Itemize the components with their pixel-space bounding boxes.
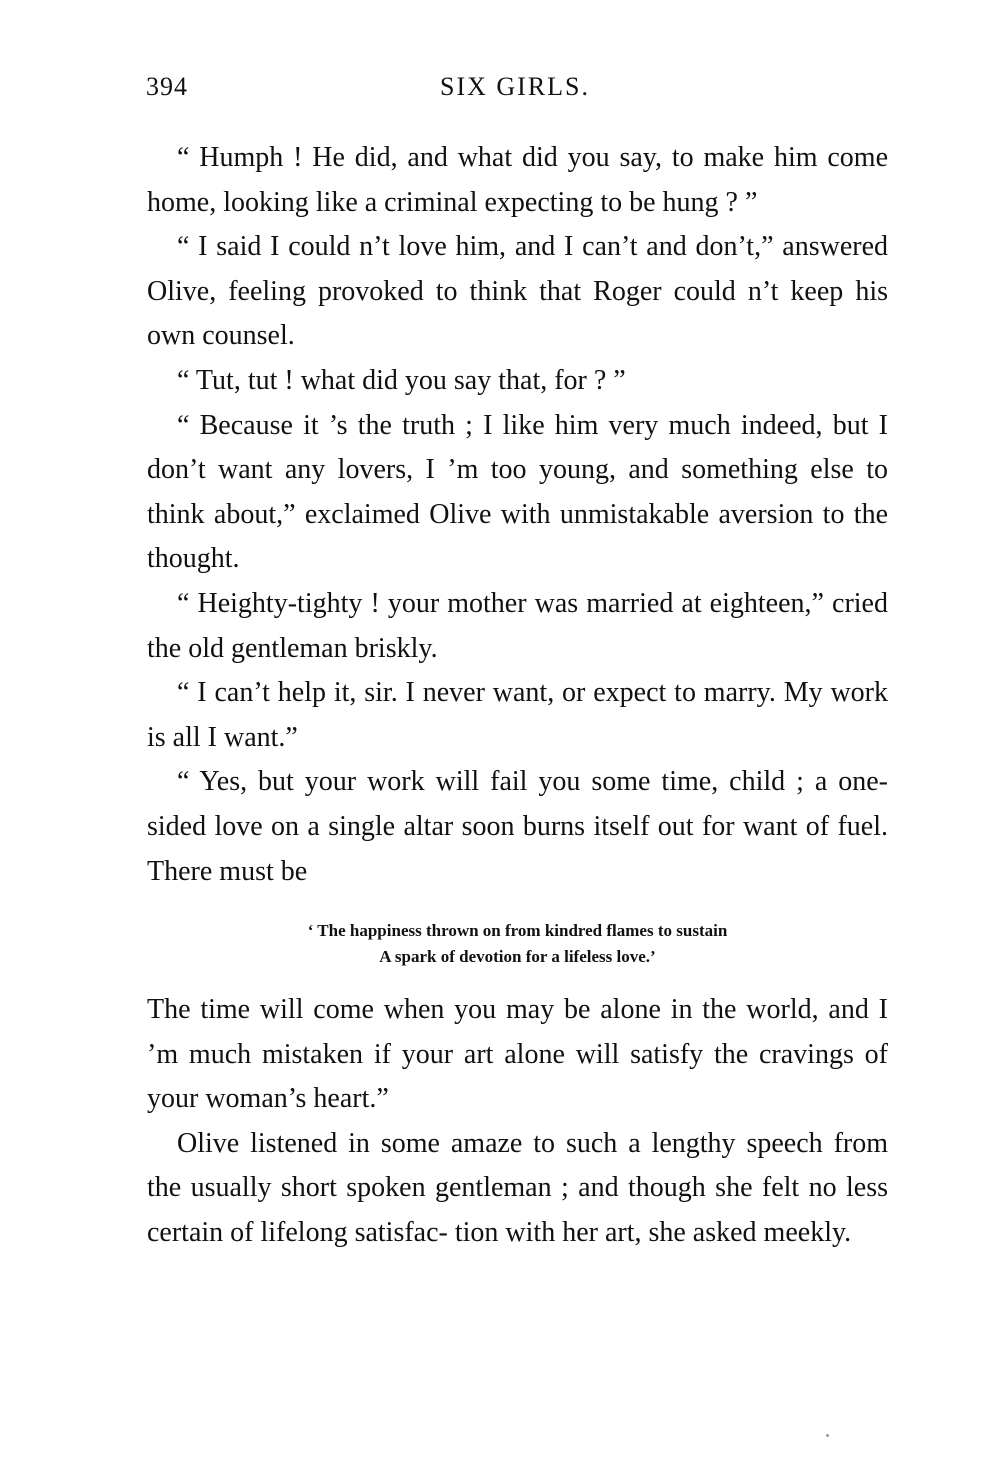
paragraph-tut-tut: “ Tut, tut ! what did you say that, for ? ”: [177, 364, 626, 396]
paragraph-because: “ Because it ’s the truth ; I like him very much indeed, but I don’t want any lovers, I ’m too young, and something else to think about,” exclaimed Olive with unmistakable aversion to the thought.: [147, 409, 888, 575]
body-text: [147, 136, 888, 1256]
paragraph-the-time: The time will come when you may be alone in the world, and I ’m much mistaken if your art alone will satisfy the cravings of your woman’s heart.”: [147, 994, 888, 1115]
verse-line-1: ‘ The happiness thrown on from kindred flames to sustain: [307, 921, 728, 941]
verse-quotation: [147, 918, 888, 970]
paragraph-yes-but: “ Yes, but your work will fail you some time, child ; a one-sided love on a single altar soon burns itself out for want of fuel. There must be: [147, 766, 888, 887]
page-number: 394: [146, 72, 188, 101]
paragraph-i-said: “ I said I could n’t love him, and I can’t and don’t,” answered Olive, feeling provoked to think that Roger could n’t keep his own counsel.: [147, 231, 888, 352]
paragraph-heighty-tighty: “ Heighty-tighty ! your mother was married at eighteen,” cried the old gentleman briskly.: [147, 587, 888, 664]
paragraph-humph: “ Humph ! He did, and what did you say, to make him come home, looking like a criminal expecting to be hung ? ”: [147, 142, 888, 218]
running-title: SIX GIRLS.: [439, 72, 590, 101]
paragraph-olive-listened: Olive listened in some amaze to such a lengthy speech from the usually short spoken gentleman ; and though she felt no less certain of lifelong satisfac- tion with her art, she asked meekly.: [147, 1127, 888, 1249]
paragraph-cant-help-it: “ I can’t help it, sir. I never want, or expect to marry. My work is all I want.”: [147, 677, 888, 753]
scan-speck: [826, 1434, 829, 1437]
verse-line-2: A spark of devotion for a lifeless love.’: [379, 947, 656, 967]
